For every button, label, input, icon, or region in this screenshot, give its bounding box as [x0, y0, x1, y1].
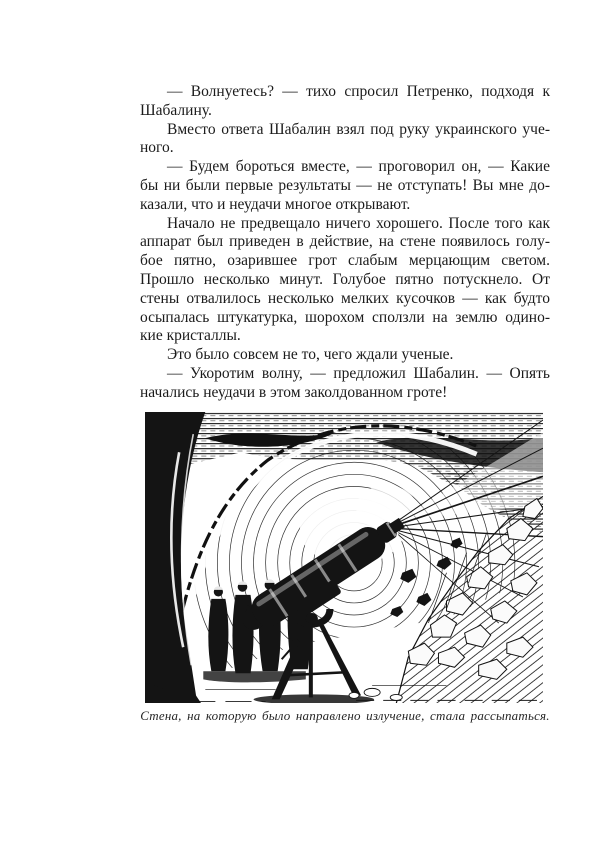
- text-line: ного.: [140, 139, 174, 157]
- text-line: Шабалину.: [140, 101, 212, 119]
- text-line: начались неудачи в этом заколдованном гроте!: [140, 383, 448, 401]
- text-line: осыпалась штукатурка, шорохом сползли на землю одино-: [140, 308, 550, 326]
- text-line: — Укоротим волну, — предложил Шабалин. — Опять: [167, 364, 550, 382]
- figure: [145, 412, 543, 703]
- text-line: бы ни были первые результаты — не отступать! Вы мне до-: [140, 176, 550, 194]
- text-line: — Волнуетесь? — тихо спросил Петренко, подходя к: [167, 83, 550, 100]
- text-line: Это было совсем не то, чего ждали ученые.: [167, 346, 454, 364]
- text-line: Прошло несколько минут. Голубое пятно потускнело. От: [140, 270, 550, 288]
- text-line: Начало не предвещало ничего хорошего. После того как: [167, 214, 550, 232]
- illustration-caption: Стена, на которую было направлено излучение, стала рассыпаться.: [140, 708, 550, 723]
- text-line: казали, что и неудачи многое открывают.: [140, 195, 411, 213]
- text-line: аппарат был приведен в действие, на стене появилось голу-: [140, 233, 550, 251]
- grotto-illustration: [145, 412, 543, 703]
- text-line: Вместо ответа Шабалин взял под руку украинского уче-: [167, 120, 550, 138]
- text-line: бое пятно, озарившее грот слабым мерцающим светом.: [140, 252, 550, 270]
- text-line: стены отвалилось несколько мелких кусочков — как будто: [140, 289, 550, 307]
- text-line: — Будем бороться вместе, — проговорил он, — Какие: [167, 158, 550, 176]
- body-text: [140, 83, 550, 403]
- text-line: кие кристаллы.: [140, 327, 241, 345]
